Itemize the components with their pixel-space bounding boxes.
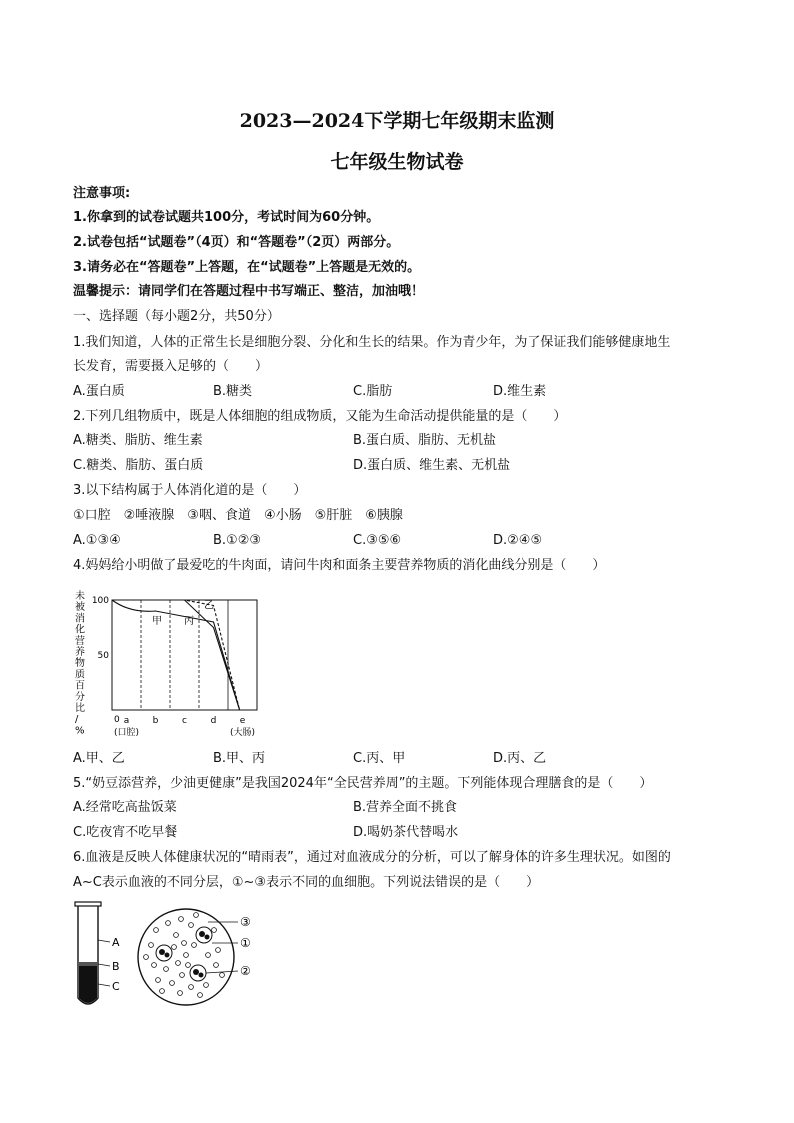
red-blood-cell: [164, 967, 169, 972]
white-blood-cell: [190, 965, 206, 981]
red-blood-cell: [144, 955, 149, 960]
q2-option-c: C.糖类、脂肪、蛋白质: [73, 458, 204, 473]
curve-乙: [112, 600, 240, 710]
page-subtitle: 七年级生物试卷: [330, 151, 464, 173]
q1-option-a: A.蛋白质: [73, 384, 125, 399]
q5-option-a: A.经常吃高盐饭菜: [73, 800, 177, 815]
x-tick-label: e: [239, 716, 246, 726]
curve-甲: [112, 600, 240, 710]
series-label: 乙: [204, 600, 214, 612]
page-title: 2023—2024下学期七年级期末监测: [239, 110, 555, 132]
question-3-stem: 3.以下结构属于人体消化道的是（ ）: [73, 483, 307, 498]
red-blood-cell: [160, 989, 165, 994]
y-axis-label-char: 消: [75, 613, 85, 625]
y-axis-label-char: 营: [75, 635, 85, 647]
cell-label-1: ①: [240, 936, 251, 950]
q2-option-d: D.蛋白质、维生素、无机盐: [353, 458, 511, 473]
y-axis-label-char: 养: [75, 647, 85, 658]
question-2-stem: 2.下列几组物质中，既是人体细胞的组成物质，又能为生命活动提供能量的是（ ）: [73, 409, 567, 424]
red-blood-cell: [214, 963, 219, 968]
red-blood-cell: [170, 981, 175, 986]
curve-丙: [112, 600, 240, 710]
y-axis-label-char: %: [75, 725, 85, 737]
q2-option-a: A.糖类、脂肪、维生素: [73, 433, 203, 448]
white-blood-cell: [196, 927, 212, 943]
red-blood-cell: [198, 993, 203, 998]
tip-text: 温馨提示：请同学们在答题过程中书写端正、整洁，加油哦！: [73, 284, 425, 299]
red-blood-cell: [180, 973, 185, 978]
q1-option-d: D.维生素: [493, 384, 547, 399]
note-item: 3.请务必在“答题卷”上答题，在“试题卷”上答题是无效的。: [73, 260, 421, 275]
y-axis-label: [75, 589, 85, 736]
question-4-stem: 4.妈妈给小明做了最爱吃的牛肉面，请问牛肉和面条主要营养物质的消化曲线分别是（ ）: [73, 558, 606, 573]
red-blood-cell: [184, 953, 189, 958]
q5-option-b: B.营养全面不挑食: [353, 800, 458, 815]
digestion-curve-chart: [72, 588, 272, 738]
cell-label-2: ②: [240, 964, 251, 978]
tube-layer-c: [79, 966, 97, 1003]
series-label: 丙: [184, 615, 194, 627]
tube-rim: [75, 902, 101, 906]
question-3-items: ①口腔 ②唾液腺 ③咽、食道 ④小肠 ⑤肝脏 ⑥胰腺: [73, 508, 403, 523]
red-blood-cell: [192, 943, 197, 948]
q4-option-b: B.甲、丙: [213, 751, 266, 766]
x-sub-label: (口腔): [113, 728, 140, 738]
red-blood-cell: [179, 917, 184, 922]
red-blood-cell: [204, 983, 209, 988]
note-item: 1.你拿到的试卷试题共100分，考试时间为60分钟。: [73, 210, 380, 225]
red-blood-cell: [152, 963, 157, 968]
red-blood-cell: [216, 948, 221, 953]
q3-option-b: B.①②③: [213, 533, 262, 548]
question-6-stem-cont: A~C表示血液的不同分层，①~③表示不同的血细胞。下列说法错误的是（ ）: [73, 875, 540, 890]
blood-smear-figure: [136, 905, 266, 1010]
leader-a: [98, 940, 110, 942]
note-item: 2.试卷包括“试题卷”（4页）和“答题卷”（2页）两部分。: [73, 235, 400, 250]
series-label: 甲: [152, 615, 162, 627]
tube-layer-b: [79, 962, 97, 966]
red-blood-cell: [186, 963, 191, 968]
red-blood-cell: [189, 985, 194, 990]
x-sub-label: (大肠): [229, 728, 256, 738]
question-1-stem-cont: 长发育，需要摄入足够的（ ）: [73, 359, 269, 374]
x-tick-label: b: [152, 716, 159, 726]
y-axis-label-char: 分: [75, 691, 85, 703]
q4-option-c: C.丙、甲: [353, 751, 406, 766]
q3-option-c: C.③⑤⑥: [353, 533, 402, 548]
blood-test-tube-figure: [72, 900, 132, 1012]
red-blood-cell: [166, 921, 171, 926]
x-ticks: [114, 716, 255, 738]
tube-label-b: B: [112, 960, 120, 973]
question-5-stem: 5.“奶豆添营养，少油更健康”是我国2024年“全民营养周”的主题。下列能体现合理膳食的是（ ）: [73, 776, 653, 791]
y-axis-label-char: 质: [75, 669, 85, 681]
q2-option-b: B.蛋白质、脂肪、无机盐: [353, 433, 497, 448]
q3-option-d: D.②④⑤: [493, 533, 543, 548]
question-1-stem: 1.我们知道，人体的正常生长是细胞分裂、分化和生长的结果。作为青少年，为了保证我们能够健康地生: [73, 335, 671, 350]
y-ticks: [92, 596, 120, 725]
leader-c: [98, 984, 110, 986]
x-tick-label: a: [123, 716, 130, 726]
red-blood-cell: [194, 913, 199, 918]
q5-option-c: C.吃夜宵不吃早餐: [73, 825, 178, 840]
tube-label-a: A: [112, 936, 120, 949]
q4-option-d: D.丙、乙: [493, 751, 547, 766]
red-blood-cell: [178, 991, 183, 996]
y-tick-label: 0: [114, 715, 120, 725]
red-blood-cell: [172, 945, 177, 950]
red-blood-cell: [156, 978, 161, 983]
y-axis-label-char: 百: [75, 680, 85, 692]
red-blood-cell: [182, 941, 187, 946]
red-blood-cell: [149, 943, 154, 948]
red-blood-cell: [189, 923, 194, 928]
red-blood-cell: [220, 973, 225, 978]
red-blood-cell: [176, 961, 181, 966]
y-axis-label-char: 化: [75, 624, 85, 636]
y-axis-label-char: 被: [75, 602, 85, 614]
q4-option-a: A.甲、乙: [73, 751, 125, 766]
y-axis-label-char: 未: [75, 591, 85, 602]
tube-label-c: C: [112, 980, 120, 993]
red-blood-cell: [174, 933, 179, 938]
leader-b: [98, 964, 110, 966]
digestion-curves: [112, 599, 240, 710]
x-tick-label: c: [182, 716, 187, 726]
q5-option-d: D.喝奶茶代替喝水: [353, 825, 459, 840]
q1-option-b: B.糖类: [213, 384, 253, 399]
notes-heading: 注意事项:: [73, 186, 131, 201]
white-blood-cell: [156, 945, 172, 961]
question-6-stem: 6.血液是反映人体健康状况的“晴雨表”，通过对血液成分的分析，可以了解身体的许多生理状况。如图的: [73, 850, 671, 865]
section-heading: 一、选择题（每小题2分，共50分）: [73, 309, 280, 324]
x-tick-label: d: [210, 716, 217, 726]
red-blood-cell: [206, 953, 211, 958]
q1-option-c: C.脂肪: [353, 384, 393, 399]
y-tick-label: 50: [97, 651, 109, 661]
y-axis-label-char: /: [75, 714, 79, 726]
y-axis-label-char: 比: [75, 703, 85, 714]
y-tick-label: 100: [91, 596, 109, 606]
cell-label-3: ③: [240, 915, 251, 929]
y-axis-label-char: 物: [75, 658, 85, 670]
q3-option-a: A.①③④: [73, 533, 121, 548]
red-blood-cell: [154, 928, 159, 933]
red-blood-cell: [212, 928, 217, 933]
